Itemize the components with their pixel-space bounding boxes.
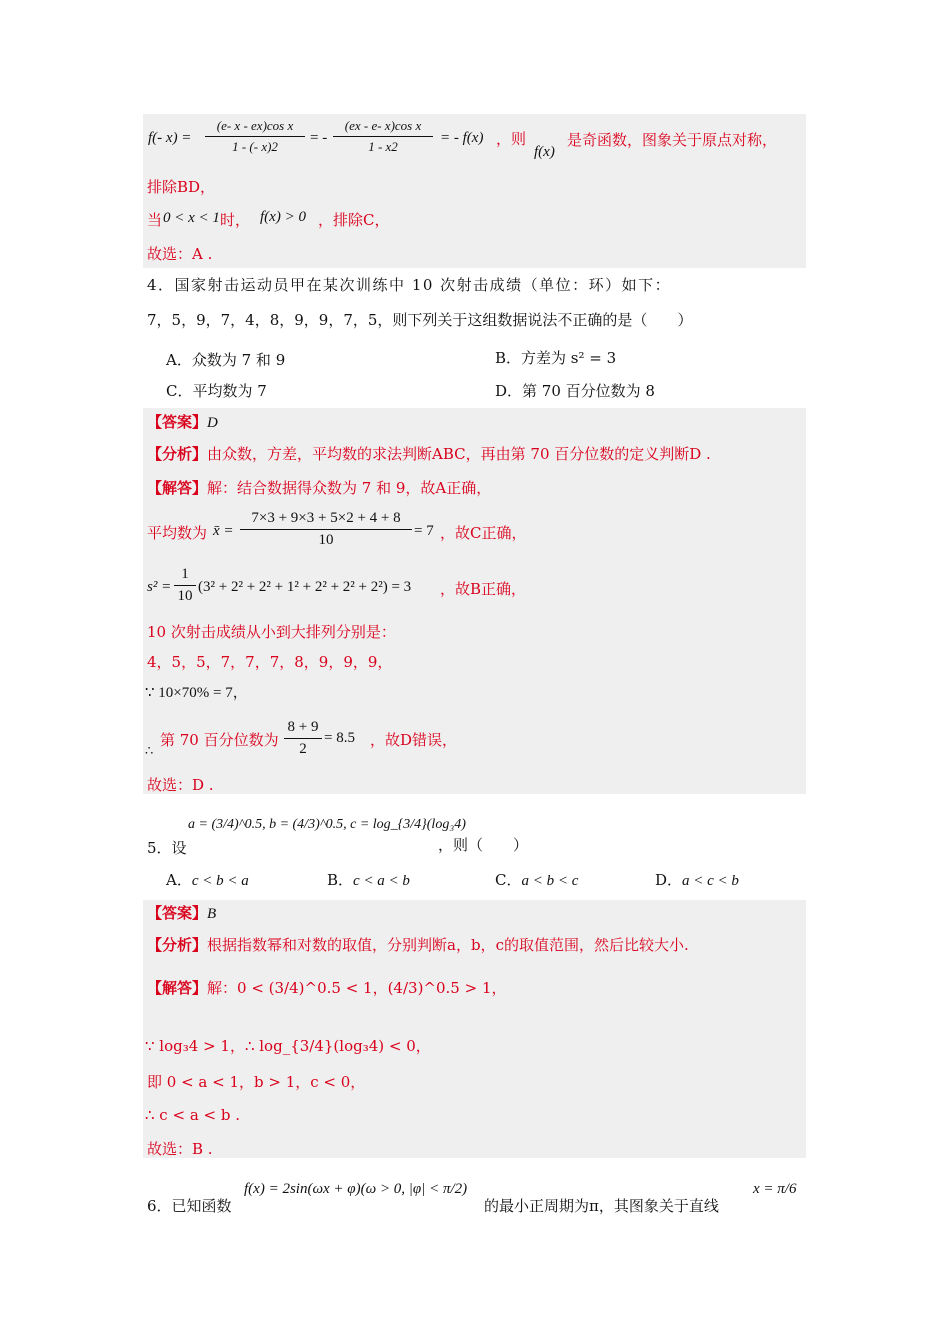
q4-mean-suffix: ，故C正确， (440, 524, 527, 542)
q5-option-a-label: A． (166, 871, 192, 889)
q5-option-b (327, 873, 410, 889)
q3-odd-function-text: 是奇函数，图象关于原点对称， (567, 131, 778, 149)
q4-analysis-tag: 【分析】 (147, 445, 208, 463)
q4-option-c-label: C． (166, 382, 193, 400)
q3-fraction-1-numerator: (e- x - ex)cos x (216, 118, 294, 133)
q5-stem-formula: a = (3/4)^0.5, b = (4/3)^0.5, c = log_{3/4}(log₃4) (188, 817, 466, 832)
q4-mean-lhs: x̄ = (213, 523, 234, 539)
q3-when: 当 (147, 211, 163, 229)
q4-solution-text-1: 解：结合数据得众数为 7 和 9，故A正确， (207, 479, 492, 497)
q4-sorted-values: 4，5，5，7，7，7，8，9，9，9， (147, 653, 393, 671)
q5-option-a (166, 873, 249, 889)
q4-because-line: ∵ 10×70% = 7， (145, 685, 248, 701)
q4-option-d-text: 第 70 百分位数为 8 (522, 382, 655, 400)
q3-final-answer: 故选：A . (147, 245, 213, 263)
q4-option-c-text: 平均数为 7 (192, 382, 267, 400)
q3-fraction-2-numerator: (ex - e- x)cos x (344, 118, 422, 133)
q4-option-d (495, 384, 655, 399)
q4-stem-line-2: 7，5，9，7，4，8，9，9，7，5，则下列关于这组数据说法不正确的是（ ） (147, 311, 693, 329)
q4-percentile-suffix: ，故D错误， (370, 731, 458, 749)
q5-answer-tag: 【答案】 (147, 904, 208, 922)
q3-formula-rhs: = - f(x) (440, 130, 484, 146)
q5-option-a-text: c < b < a (191, 873, 249, 889)
q4-mean-fraction (240, 510, 412, 549)
q3-fraction-2-denominator: 1 - x2 (368, 139, 398, 154)
q4-mean-numerator: 7×3 + 9×3 + 5×2 + 4 + 8 (251, 510, 401, 526)
q4-variance-fraction (174, 566, 196, 605)
q5-option-c (495, 873, 578, 889)
q6-stem-prefix: 6．已知函数 (147, 1197, 232, 1215)
q4-percentile-fraction (284, 719, 322, 758)
q4-analysis-text: 由众数，方差，平均数的求法判断ABC，再由第 70 百分位数的定义判断D . (207, 445, 711, 463)
q3-fraction-1-denominator: 1 - (- x)2 (232, 139, 278, 154)
q4-analysis-line (147, 447, 711, 462)
q3-when-suffix: 时， (220, 211, 251, 229)
q4-answer-tag: 【答案】 (147, 413, 208, 431)
q4-mean-denominator: 10 (318, 532, 334, 548)
q4-answer-line (147, 415, 218, 431)
q4-solution-line-1 (147, 481, 491, 496)
q4-stem-line-1: 4．国家射击运动员甲在某次训练中 10 次射击成绩（单位：环）如下： (147, 276, 672, 294)
q4-variance-denominator: 10 (177, 588, 193, 604)
q5-solution-line-4: ∴ c < a < b . (145, 1106, 241, 1124)
q4-final-answer: 故选：D . (147, 776, 214, 794)
q4-variance-numerator: 1 (181, 566, 189, 582)
q4-option-d-label: D． (495, 382, 523, 400)
q4-option-b-label: B． (495, 349, 522, 367)
q4-option-b (495, 351, 616, 366)
q4-option-a-label: A． (166, 351, 192, 369)
q4-percentile-denominator: 2 (299, 741, 307, 757)
q4-percentile-numerator: 8 + 9 (287, 719, 319, 735)
q5-option-c-label: C． (495, 871, 522, 889)
q3-fraction-2 (333, 118, 433, 155)
q5-option-b-label: B． (327, 871, 354, 889)
q4-option-c (166, 384, 267, 399)
q5-answer-line (147, 906, 216, 922)
q3-equals-neg: = - (310, 130, 328, 146)
q5-option-d-text: a < c < b (682, 873, 739, 889)
q3-fx: f(x) (534, 144, 555, 160)
q6-function-formula: f(x) = 2sin(ωx + φ)(ω > 0, |φ| < π/2) (244, 1181, 468, 1197)
q4-option-b-text: 方差为 s² = 3 (521, 349, 617, 367)
q5-solution-text-1: 解：0 < (3/4)^0.5 < 1，(4/3)^0.5 > 1， (207, 979, 507, 997)
q4-variance-lhs: s² = (147, 579, 172, 595)
q5-stem-then: ，则（ ） (438, 836, 529, 854)
q5-solution-line-1 (147, 981, 507, 996)
q3-interval: 0 < x < 1 (163, 210, 220, 226)
q3-fraction-1 (205, 118, 305, 155)
q4-solution-tag: 【解答】 (147, 479, 208, 497)
q5-option-d (655, 873, 739, 889)
q5-analysis-text: 根据指数幂和对数的取值，分别判断a，b，c的取值范围，然后比较大小. (207, 936, 689, 954)
q4-therefore-symbol: ∴ (145, 744, 154, 759)
q3-exclude-bd: 排除BD， (147, 178, 216, 196)
q5-answer-value: B (207, 906, 217, 922)
q5-analysis-tag: 【分析】 (147, 936, 208, 954)
q6-stem-middle: 的最小正周期为π，其图象关于直线 (484, 1197, 719, 1215)
q3-fx-positive: f(x) > 0 (260, 209, 306, 225)
q4-percentile-rhs: = 8.5 (324, 730, 355, 746)
q4-mean-rhs: = 7 (414, 523, 434, 539)
q5-solution-line-2: ∵ log₃4 > 1，∴ log_{3/4}(log₃4) < 0， (145, 1037, 431, 1055)
q5-option-c-text: a < b < c (521, 873, 579, 889)
q5-stem-prefix: 5．设 (147, 839, 187, 857)
q5-option-d-label: D． (655, 871, 683, 889)
q4-variance-body: (3² + 2² + 2² + 1² + 2² + 2² + 2²) = 3 (198, 579, 412, 595)
q6-symmetry-line: x = π/6 (753, 1181, 797, 1197)
q5-solution-tag: 【解答】 (147, 979, 208, 997)
q4-option-a-text: 众数为 7 和 9 (191, 351, 286, 369)
q3-then-text: ，则 (496, 130, 527, 148)
q5-analysis-line (147, 938, 689, 953)
q5-option-b-text: c < a < b (353, 873, 410, 889)
q4-variance-suffix: ，故B正确， (440, 580, 527, 598)
q4-percentile-prefix: 第 70 百分位数为 (160, 731, 279, 749)
q4-answer-value: D (207, 415, 218, 431)
q3-formula-lhs: f(- x) = (148, 130, 192, 146)
q5-solution-line-3: 即 0 < a < 1，b > 1，c < 0， (147, 1073, 366, 1091)
q3-exclude-c: ，排除C， (318, 211, 390, 229)
q5-final-answer: 故选：B . (147, 1140, 213, 1158)
q4-sort-line: 10 次射击成绩从小到大排列分别是： (147, 623, 396, 641)
q4-option-a (166, 353, 285, 368)
q4-mean-prefix: 平均数为 (147, 524, 208, 542)
